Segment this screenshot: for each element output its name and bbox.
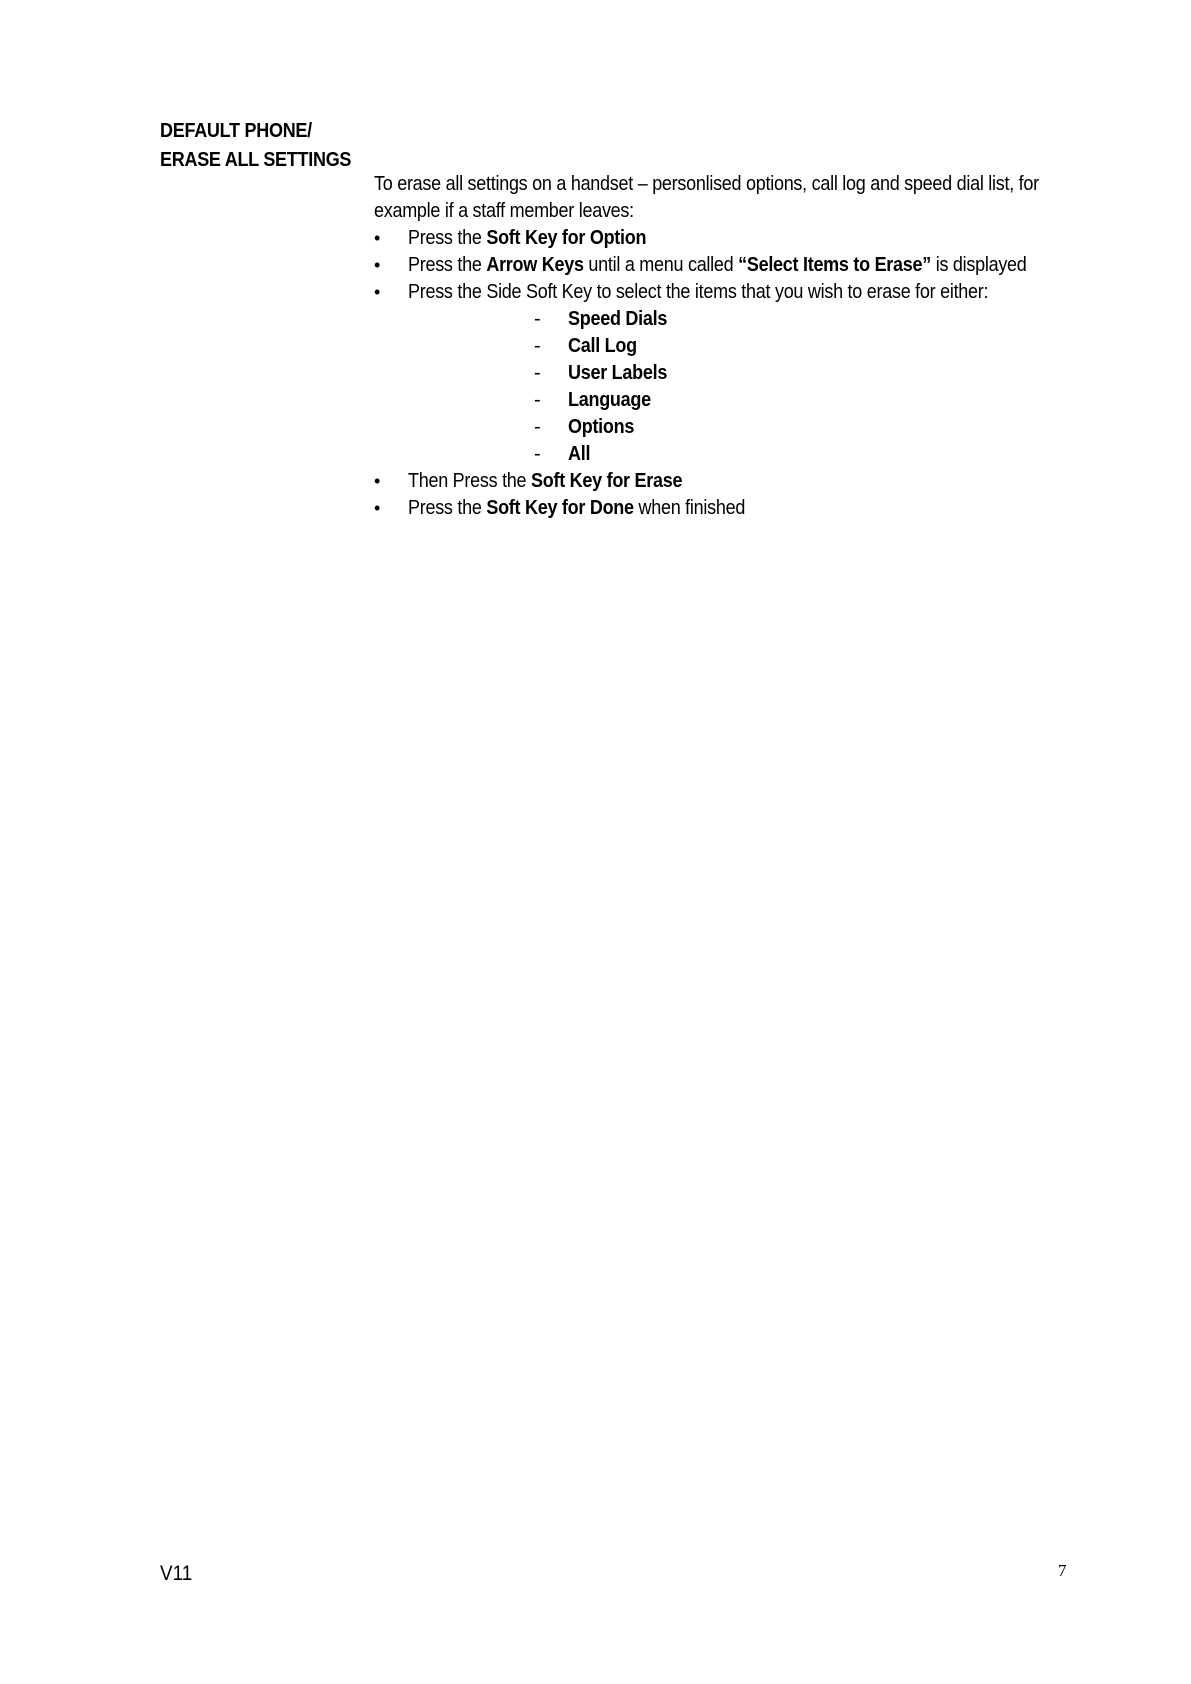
erase-items-container [374,306,1114,468]
erase-item [534,360,1114,387]
erase-item-label: Speed Dials [568,308,668,330]
step-menu-name: “Select Items to Erase” [738,254,931,276]
bullet-icon: • [374,282,381,302]
step-text: Press the [408,497,487,519]
step-item [374,252,1114,279]
erase-item [534,333,1114,360]
instructions-body [374,171,1114,522]
erase-item-label: Language [568,389,651,411]
erase-item [534,387,1114,414]
erase-item [534,441,1114,468]
dash-icon: - [534,389,541,411]
erase-item-label: Options [568,416,635,438]
dash-icon: - [534,335,541,357]
step-text: Press the [408,254,487,276]
dash-icon: - [534,308,541,330]
step-text: Press the [408,227,487,249]
intro-paragraph: To erase all settings on a handset – personlised options, call log and speed dial list, for example if a staff member leaves: [374,173,1039,222]
erase-items-list [374,306,1114,468]
dash-icon: - [534,416,541,438]
bullet-icon: • [374,471,381,491]
step-text: is displayed [930,254,1027,276]
erase-item [534,306,1114,333]
dash-icon: - [534,443,541,465]
step-text: Press the Side Soft Key to select the items that you wish to erase for either: [408,281,989,303]
step-item [374,468,1114,495]
erase-item [534,414,1114,441]
dash-icon: - [534,362,541,384]
version-label: V11 [160,1562,193,1585]
step-text: until a menu called [583,254,739,276]
step-key-term: Soft Key for Option [486,227,647,249]
step-item [374,495,1114,522]
erase-item-label: All [568,443,591,465]
bullet-icon: • [374,498,381,518]
step-key-term: Soft Key for Done [486,497,634,519]
bullet-icon: • [374,255,381,275]
page-number: 7 [1058,1561,1067,1580]
erase-item-label: User Labels [568,362,668,384]
heading-line-1: DEFAULT PHONE/ [160,120,312,142]
step-key-term: Arrow Keys [486,254,584,276]
step-key-term: Soft Key for Erase [531,470,683,492]
section-heading [160,117,351,175]
step-text: Then Press the [408,470,532,492]
heading-line-2: ERASE ALL SETTINGS [160,149,352,171]
steps-list [374,225,1114,522]
step-text: when finished [633,497,746,519]
step-item [374,225,1114,252]
step-item [374,279,1114,306]
bullet-icon: • [374,228,381,248]
erase-item-label: Call Log [568,335,637,357]
